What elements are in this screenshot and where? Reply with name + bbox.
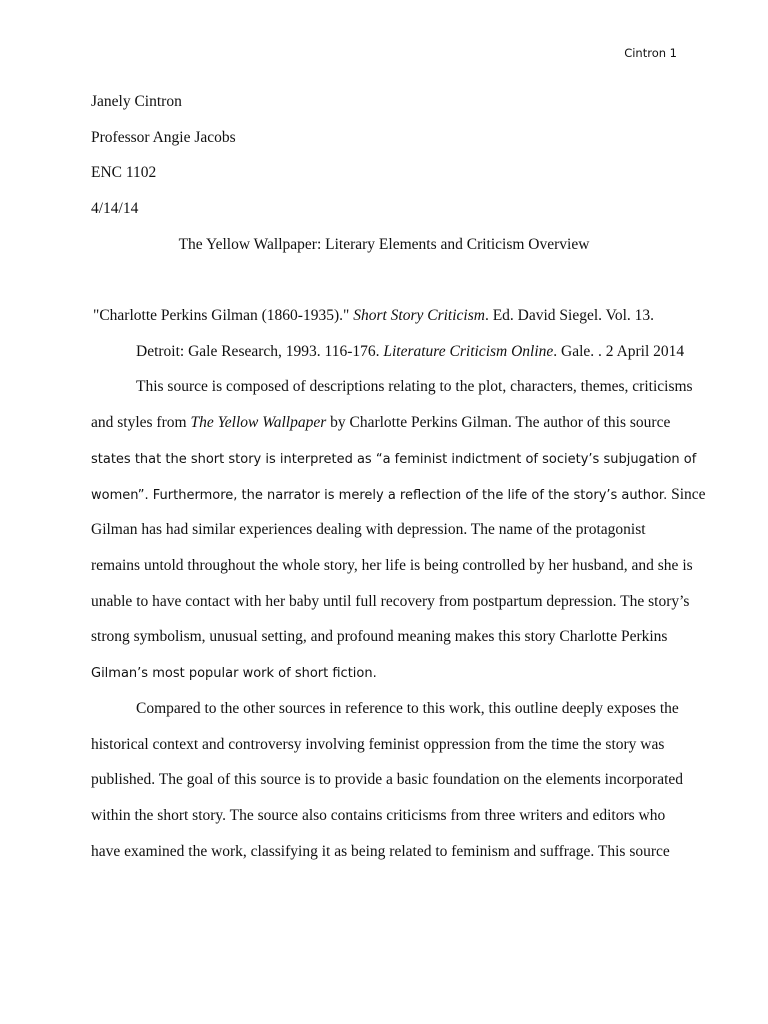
running-head: Cintron 1 bbox=[624, 46, 677, 60]
citation-database-title: Literature Criticism Online bbox=[383, 343, 554, 360]
paragraph-1-line-5: Gilman has had similar experiences dealing with depression. The name of the protagonist bbox=[91, 521, 646, 538]
professor-name: Professor Angie Jacobs bbox=[91, 129, 236, 146]
paragraph-1-line-7: unable to have contact with her baby until full recovery from postpartum depression. The story’s bbox=[91, 593, 690, 610]
paragraph-1-line-4: women”. Furthermore, the narrator is merely a reflection of the life of the story’s author. Since bbox=[91, 486, 706, 503]
paragraph-2-line-3: published. The goal of this source is to provide a basic foundation on the elements incorporated bbox=[91, 771, 684, 788]
paragraph-1-line-2: and styles from The Yellow Wallpaper by Charlotte Perkins Gilman. The author of this source bbox=[91, 414, 671, 431]
paragraph-2-line-1: Compared to the other sources in reference to this work, this outline deeply exposes the bbox=[136, 700, 679, 717]
citation-line-2: Detroit: Gale Research, 1993. 116-176. Literature Criticism Online. Gale. . 2 April 2014 bbox=[136, 343, 685, 360]
date: 4/14/14 bbox=[91, 200, 139, 217]
citation-source-title: Short Story Criticism bbox=[353, 307, 485, 324]
paragraph-2-line-2: historical context and controversy involving feminist oppression from the time the story was bbox=[91, 736, 665, 753]
paragraph-1-line-8: strong symbolism, unusual setting, and profound meaning makes this story Charlotte Perkins bbox=[91, 628, 668, 645]
course-code: ENC 1102 bbox=[91, 164, 157, 181]
paragraph-1-line-9: Gilman’s most popular work of short fiction. bbox=[91, 666, 377, 681]
paragraph-2-line-5: have examined the work, classifying it as being related to feminism and suffrage. This source bbox=[91, 843, 670, 860]
author-name: Janely Cintron bbox=[91, 93, 182, 110]
citation-line-1: "Charlotte Perkins Gilman (1860-1935)." Short Story Criticism. Ed. David Siegel. Vol. 13. bbox=[93, 307, 655, 324]
work-title: The Yellow Wallpaper bbox=[190, 414, 327, 431]
paragraph-2-line-4: within the short story. The source also contains criticisms from three writers and editors who bbox=[91, 807, 666, 824]
paper-title: The Yellow Wallpaper: Literary Elements and Criticism Overview bbox=[178, 236, 590, 253]
paragraph-1-line-6: remains untold throughout the whole story, her life is being controlled by her husband, and she is bbox=[91, 557, 693, 574]
paragraph-1-line-1: This source is composed of descriptions relating to the plot, characters, themes, criticisms bbox=[136, 378, 693, 395]
paragraph-1-line-3: states that the short story is interpreted as “a feminist indictment of society’s subjugation of bbox=[91, 452, 697, 467]
